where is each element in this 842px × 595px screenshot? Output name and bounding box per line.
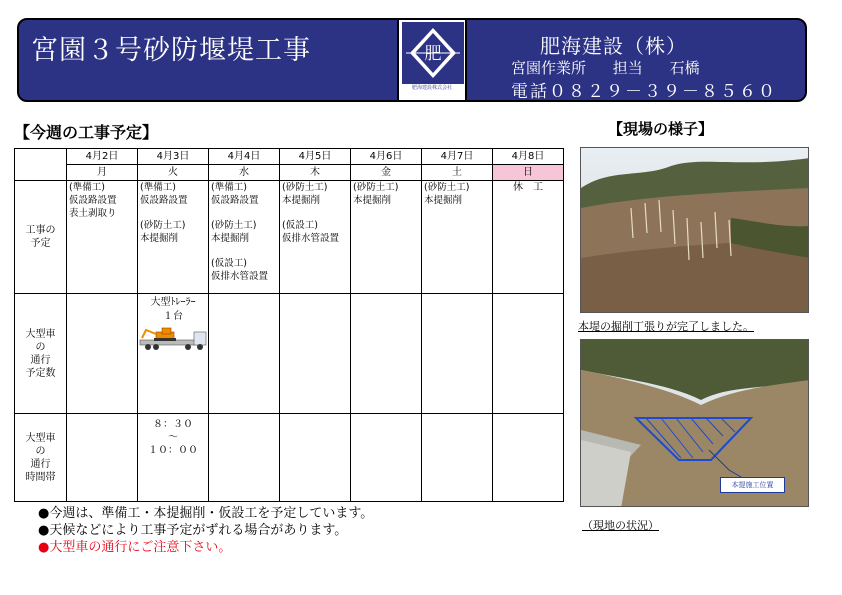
weekday-cell: 土 (422, 165, 493, 181)
truck-cell-wed (209, 294, 280, 414)
work-cell-thu (280, 181, 351, 294)
task-item: 表土剥取り (69, 208, 117, 219)
weekday-cell: 水 (209, 165, 280, 181)
truck-hours-row (15, 414, 564, 502)
note-item: ●天候などにより工事予定がずれる場合があります。 (38, 523, 348, 538)
holiday-text: 休 工 (513, 182, 543, 193)
date-cell: 4月3日 (138, 149, 209, 165)
task-category: (砂防土工) (211, 220, 257, 231)
note-item-warning: ●大型車の通行にご注意下さい。 (38, 540, 232, 555)
logo-emblem-icon (402, 22, 464, 84)
hours-cell-sat (422, 414, 493, 502)
work-cell-fri (351, 181, 422, 294)
photo1-caption: 本堤の掘削丁張りが完了しました。 (578, 320, 754, 333)
truck-hours-label (15, 414, 67, 502)
work-cell-wed (209, 181, 280, 294)
hours-cell-mon (67, 414, 138, 502)
task-item: 本提掘削 (353, 195, 392, 206)
hours-cell-wed (209, 414, 280, 502)
weekday-cell: 火 (138, 165, 209, 181)
date-cell: 4月6日 (351, 149, 422, 165)
task-item: 仮排水管設置 (282, 233, 340, 244)
row-label-line: 予定 (30, 238, 51, 249)
task-item: 仮排水管設置 (211, 271, 269, 282)
task-category: (仮設工) (282, 220, 318, 231)
project-title: 宮園３号砂防堰堤工事 (31, 35, 311, 66)
hours-cell-tue (138, 414, 209, 502)
hours-cell-sun (493, 414, 564, 502)
truck-count-row (15, 294, 564, 414)
truck-cell-tue (138, 294, 209, 414)
task-category: (準備工) (69, 182, 105, 193)
task-item: 本提掘削 (424, 195, 463, 206)
truck-cell-sat (422, 294, 493, 414)
task-item: 仮設路設置 (140, 195, 188, 206)
task-category: (仮設工) (211, 258, 247, 269)
task-item: 仮設路設置 (69, 195, 117, 206)
date-cell: 4月4日 (209, 149, 280, 165)
row-label-line: の (35, 445, 46, 457)
row-label-line: 大型車 (25, 432, 56, 444)
truck-cell-mon (67, 294, 138, 414)
company-logo (397, 20, 467, 100)
row-label-line: 工事の (25, 225, 56, 236)
row-label-line: 時間帯 (25, 471, 56, 483)
truck-cell-thu (280, 294, 351, 414)
work-cell-mon (67, 181, 138, 294)
work-plan-label (15, 181, 67, 294)
date-cell: 4月2日 (67, 149, 138, 165)
office-info (511, 57, 722, 78)
photo2-caption: （現地の状況） (582, 519, 659, 532)
person-name: 石橋 (669, 59, 700, 77)
row-label-line: 予定数 (25, 367, 56, 379)
site-photo-excavation (580, 147, 809, 313)
weekday-cell: 金 (351, 165, 422, 181)
hours-start: ８：３０ (153, 419, 193, 430)
logo-char: 肥 (424, 44, 442, 64)
truck-type: 大型ﾄﾚｰﾗｰ (150, 297, 196, 308)
task-category: (砂防土工) (353, 182, 399, 193)
notes-list (38, 505, 373, 556)
schedule-heading: 【今週の工事予定】 (14, 123, 159, 142)
date-row (15, 149, 564, 165)
task-category: (準備工) (140, 182, 176, 193)
hours-separator: ～ (168, 432, 178, 443)
construction-position-callout: 本提施工位置 (720, 477, 785, 493)
task-category: (砂防土工) (282, 182, 328, 193)
work-plan-row (15, 181, 564, 294)
schedule-table (14, 148, 564, 502)
date-cell: 4月8日 (493, 149, 564, 165)
weekday-row (15, 165, 564, 181)
person-label: 担当 (612, 59, 643, 77)
work-cell-tue (138, 181, 209, 294)
task-category: (砂防土工) (140, 220, 186, 231)
logo-caption: 肥海建設株式会社 (411, 85, 452, 91)
weekday-cell-sunday: 日 (493, 165, 564, 181)
truck-count-label (15, 294, 67, 414)
phone-number: 電話０８２９－３９－８５６０ (511, 82, 777, 102)
row-label-line: 大型車 (25, 328, 56, 340)
date-cell: 4月7日 (422, 149, 493, 165)
note-item: ●今週は、準備工・本提掘削・仮設工を予定しています。 (38, 506, 374, 521)
task-item: 本提掘削 (282, 195, 321, 206)
corner-cell (15, 149, 67, 181)
task-category: (砂防土工) (424, 182, 470, 193)
truck-cell-sun (493, 294, 564, 414)
row-label-line: の (35, 341, 46, 353)
row-label-line: 通行 (30, 458, 51, 470)
date-cell: 4月5日 (280, 149, 351, 165)
company-name: 肥海建設（株） (540, 34, 687, 58)
work-cell-sat (422, 181, 493, 294)
trailer-excavator-icon (138, 326, 208, 352)
weekday-cell: 木 (280, 165, 351, 181)
truck-cell-fri (351, 294, 422, 414)
task-item: 本提掘削 (211, 233, 250, 244)
work-cell-sun (493, 181, 564, 294)
weekday-cell: 月 (67, 165, 138, 181)
task-item: 仮設路設置 (211, 195, 259, 206)
hours-cell-thu (280, 414, 351, 502)
site-heading: 【現場の様子】 (608, 120, 714, 138)
hours-end: １０：００ (148, 445, 198, 456)
office-name: 宮園作業所 (511, 59, 587, 77)
task-item: 本提掘削 (140, 233, 179, 244)
row-label-line: 通行 (30, 354, 51, 366)
truck-count: １台 (163, 311, 183, 322)
task-category: (準備工) (211, 182, 247, 193)
header-banner (17, 18, 807, 102)
hours-cell-fri (351, 414, 422, 502)
